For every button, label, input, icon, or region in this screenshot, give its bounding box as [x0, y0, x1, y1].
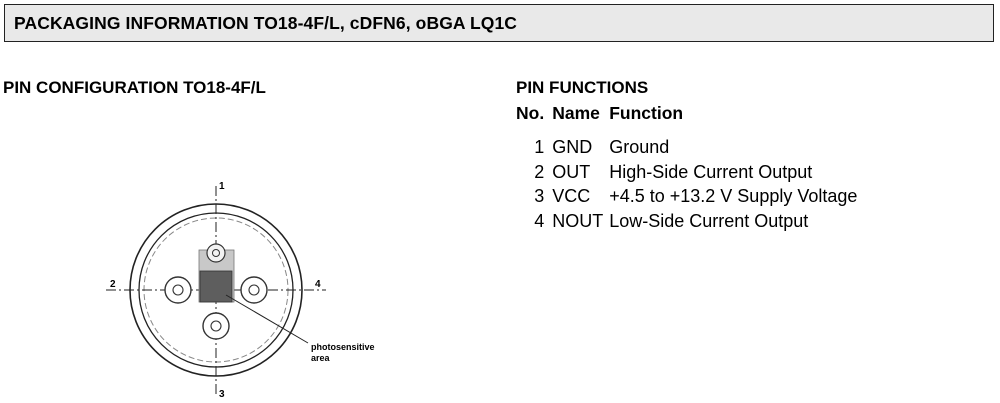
- pin-2-pad: [165, 277, 191, 303]
- annotation-leader-line: [226, 295, 308, 343]
- pin-configuration-heading: PIN CONFIGURATION TO18-4F/L: [3, 78, 266, 97]
- column-header-no: No.: [516, 103, 545, 123]
- pin-number: 2: [534, 161, 545, 182]
- pin-number: 4: [534, 210, 545, 231]
- pin-number: 3: [534, 186, 545, 207]
- page-title: PACKAGING INFORMATION TO18-4F/L, cDFN6, oBGA LQ1C: [14, 13, 518, 33]
- pin-name: OUT: [552, 161, 591, 182]
- pin-name: VCC: [552, 186, 591, 207]
- table-row: [516, 160, 863, 185]
- table-row: [516, 184, 863, 209]
- pin-name: NOUT: [552, 210, 604, 231]
- pin-4-pad: [241, 277, 267, 303]
- annotation-text-line1: photosensitive: [311, 342, 375, 352]
- pin-label-2: 2: [110, 279, 116, 290]
- column-header-function: Function: [609, 103, 684, 123]
- pin-label-3: 3: [219, 389, 225, 400]
- pin-name: GND: [552, 137, 593, 158]
- table-row: [516, 135, 863, 160]
- pin-label-4: 4: [315, 279, 321, 290]
- pin-3-pad: [203, 313, 229, 339]
- to18-package-diagram: [0, 170, 420, 403]
- pin-functions-heading: PIN FUNCTIONS: [516, 78, 649, 97]
- annotation-text-line2: area: [311, 353, 330, 363]
- photosensitive-area: [200, 271, 232, 302]
- pin-number: 1: [534, 137, 545, 158]
- pin-function: High-Side Current Output: [609, 161, 813, 182]
- table-row: [516, 209, 863, 234]
- table-header-row: [516, 103, 863, 135]
- pin-function: Ground: [609, 137, 670, 158]
- header-bar: [4, 4, 994, 42]
- pin-functions-table: [516, 103, 863, 233]
- pin-label-1: 1: [219, 181, 225, 192]
- pin-function: Low-Side Current Output: [609, 210, 809, 231]
- pin-1-pad: [207, 244, 225, 262]
- pin-function: +4.5 to +13.2 V Supply Voltage: [609, 186, 858, 207]
- column-header-name: Name: [552, 103, 600, 123]
